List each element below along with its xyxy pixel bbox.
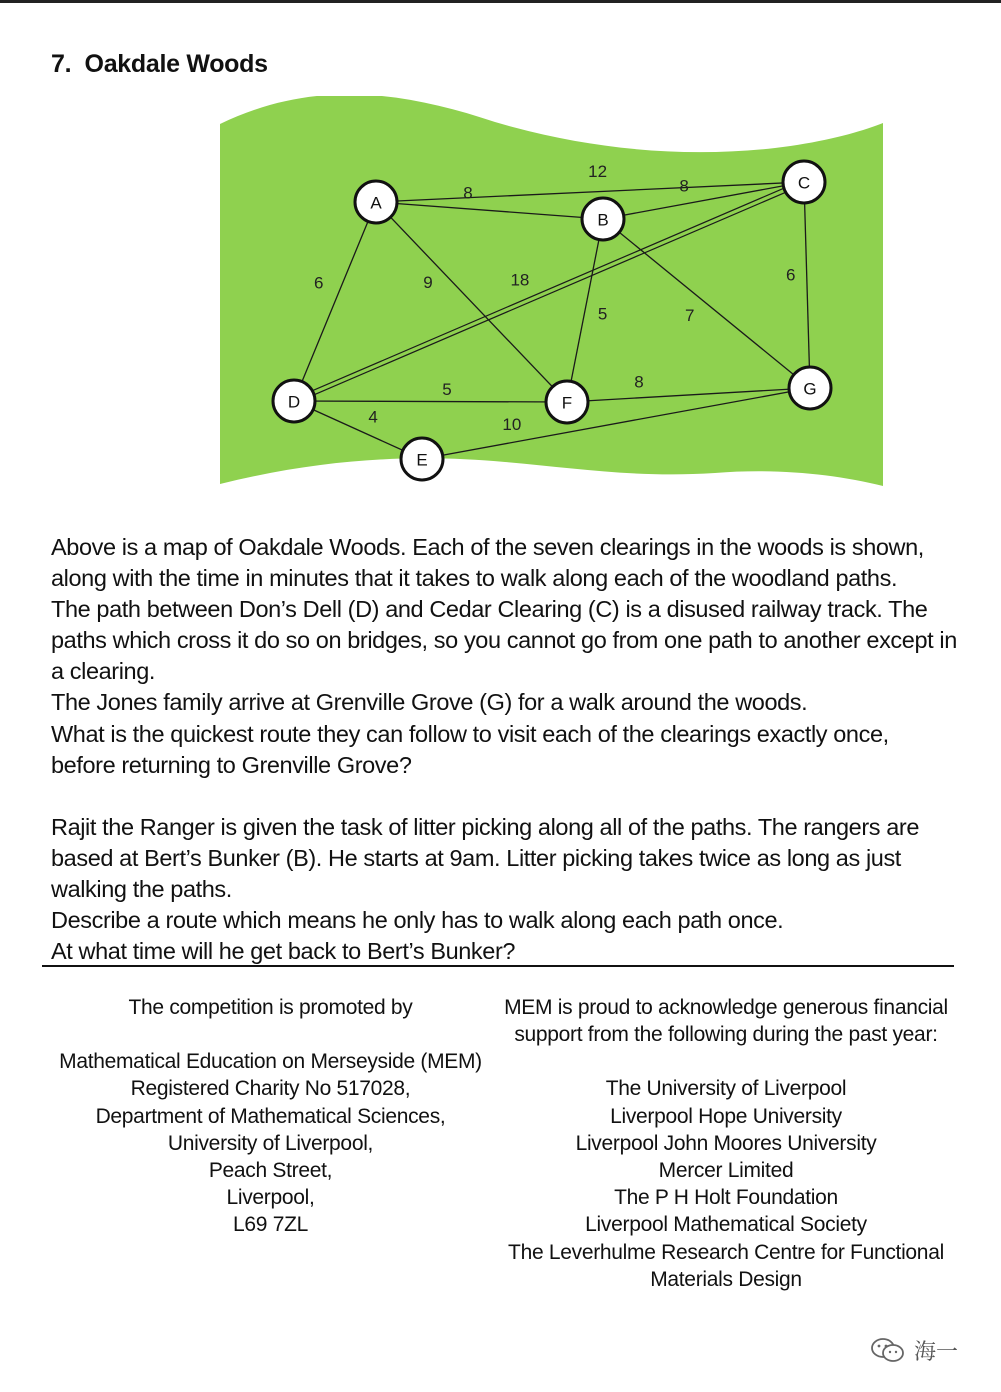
path-time-A-D: 6: [314, 273, 324, 293]
clearing-label: B: [597, 210, 609, 230]
clearing-label: A: [370, 193, 382, 213]
top-rule: [0, 0, 1001, 3]
clearing-E: [401, 438, 443, 480]
clearing-label: G: [803, 379, 817, 399]
footer-line: [500, 1048, 952, 1075]
footer-line: Liverpool John Moores University: [575, 1131, 877, 1155]
question-title: [51, 50, 268, 79]
path-time-E-G: 10: [502, 414, 522, 434]
clearing-A: [355, 181, 397, 223]
footer-line: Liverpool Mathematical Society: [585, 1213, 867, 1237]
woods-map-svg: [215, 96, 887, 488]
footer-line: Registered Charity No 517028,: [130, 1077, 411, 1101]
watermark: [870, 1336, 958, 1364]
clearing-G: [789, 367, 831, 409]
problem-line: Above is a map of Oakdale Woods. Each of the seven clearings in the woods is shown,: [51, 534, 924, 560]
problem-line: The Jones family arrive at Grenville Grove (G) for a walk around the woods.: [51, 689, 808, 716]
problem-line: before returning to Grenville Grove?: [51, 751, 412, 778]
problem-part-2: [51, 812, 971, 967]
wechat-icon: [870, 1337, 906, 1363]
footer-line: Materials Design: [650, 1267, 802, 1291]
path-time-C-G: 6: [785, 265, 796, 285]
footer-line: Department of Mathematical Sciences,: [95, 1104, 446, 1128]
clearing-label: F: [561, 393, 573, 413]
clearing-label: D: [287, 392, 301, 412]
path-time-A-B: 8: [463, 183, 473, 203]
footer-line: The University of Liverpool: [605, 1077, 847, 1101]
footer-line: Liverpool,: [226, 1186, 315, 1210]
problem-line: a clearing.: [51, 658, 156, 685]
problem-line: The path between Don’s Dell (D) and Cedar Clearing (C) is a disused railway track. The: [51, 596, 928, 623]
problem-line: What is the quickest route they can follow to visit each of the clearings exactly once,: [51, 720, 889, 747]
question-number: 7.: [51, 50, 72, 78]
path-time-B-F: 5: [597, 304, 608, 324]
clearing-F: [546, 381, 588, 423]
path-time-A-F: 9: [423, 272, 433, 292]
problem-line: based at Bert’s Bunker (B). He starts at 9am. Litter picking takes twice as long as just: [51, 844, 901, 871]
problem-text: [51, 532, 971, 967]
footer-line: Mathematical Education on Merseyside (MEM): [59, 1050, 482, 1074]
problem-part-1: [51, 532, 971, 781]
footer-sponsors: [500, 994, 952, 1293]
footer-promoter: [48, 994, 493, 1239]
problem-line: along with the time in minutes that it takes to walk along each of the woodland paths.: [51, 565, 898, 592]
footer-line: L69 7ZL: [233, 1213, 308, 1237]
question-name: Oakdale Woods: [84, 50, 268, 78]
path-time-F-G: 8: [634, 372, 644, 392]
footer-line: The Leverhulme Research Centre for Functional: [508, 1240, 944, 1264]
footer-line: Peach Street,: [208, 1159, 333, 1183]
clearing-D: [273, 380, 315, 422]
clearing-B: [582, 198, 624, 240]
problem-line: paths which cross it do so on bridges, so you cannot go from one path to another except in: [51, 627, 957, 654]
woods-map: [215, 96, 887, 488]
path-time-D-F: 5: [442, 380, 452, 400]
path-time-D-E: 4: [368, 407, 378, 427]
path-time-B-C: 8: [679, 176, 689, 196]
problem-line: walking the paths.: [51, 875, 232, 902]
footer-line: Liverpool Hope University: [610, 1104, 842, 1128]
clearing-label: E: [416, 450, 428, 470]
clearing-C: [783, 161, 825, 203]
path-time-A-C: 12: [588, 162, 608, 182]
problem-line: Describe a route which means he only has to walk along each path once.: [51, 907, 784, 934]
footer-line: Mercer Limited: [658, 1159, 794, 1183]
problem-line: Rajit the Ranger is given the task of litter picking along all of the paths. The rangers are: [51, 813, 920, 840]
footer-line: [48, 1021, 493, 1048]
path-time-B-G: 7: [684, 306, 695, 326]
problem-line: At what time will he get back to Bert’s Bunker?: [51, 938, 516, 965]
clearing-label: C: [797, 173, 811, 193]
footer-line: The competition is promoted by: [128, 996, 413, 1019]
watermark-text: 海一: [914, 1338, 959, 1364]
footer-line: MEM is proud to acknowledge generous financial: [504, 996, 948, 1019]
footer-line: University of Liverpool,: [167, 1131, 374, 1155]
footer-line: support from the following during the past year:: [514, 1023, 938, 1047]
footer-divider: [42, 965, 954, 967]
footer-line: The P H Holt Foundation: [614, 1186, 838, 1210]
path-time-D-C: 18: [510, 270, 530, 290]
